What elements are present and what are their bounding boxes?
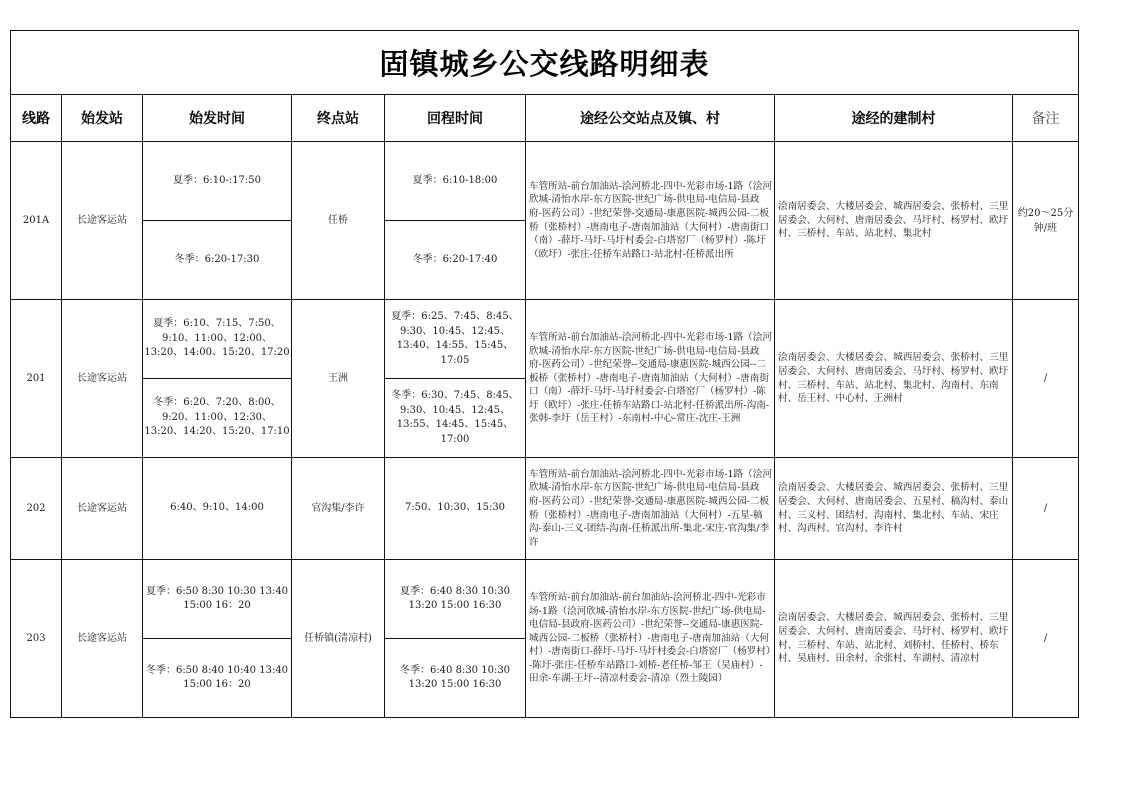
depart-summer: 夏季：6:10、7:15、7:50、9:10、11:00、12:00、13:20、14:00、15:20、17:20 [143,300,292,379]
line-number: 201A [11,142,62,300]
route-stops: 车管所站-前台加油站-浍河桥北-四中-光彩市场-1路（浍河欣城-清怡水岸-东方医院-世纪广场-供电局-电信局-县政府-医药公司）-世纪荣誉--交通局-康惠医院-城西公园--二板桥（张桥村）-唐南电子-唐南加油站（大何村）-唐南街口（南）-薛圩-马圩-马圩村委会-白塔窑厂（杨罗村）-陈圩（欧圩）-张庄-任桥车站路口-站北村-任桥派出所-沟南-张韩-李圩（岳王村）-东南村-中心-常庄-沈庄-王洲 [526,300,775,458]
route-stops: 车管所站-前台加油站-浍河桥北-四中-光彩市场-1路（浍河欣城-清怡水岸-东方医院-世纪广场-供电局-电信局-县政府-医药公司）-世纪荣誉-交通局-康惠医院-城西公园-二板桥（张桥村）-唐南电子-唐南加油站（大何村）-唐南街口（南）-薛圩-马圩-马圩村委会-白塔窑厂（杨罗村）-陈圩（欧圩）-张庄-任桥车站路口-站北村-任桥派出所 [526,142,775,300]
return-winter: 冬季：6:30、7:45、8:45、9:30、10:45、12:45、13:55、14:45、15:45、17:00 [385,379,526,458]
return-winter: 冬季：6:40 8:30 10:30 13:20 15:00 16:30 [385,639,526,718]
note: / [1013,300,1079,458]
return-summer: 夏季：6:10-18:00 [385,142,526,221]
header-route-stops: 途经公交站点及镇、村 [526,95,775,142]
table-row [11,300,1079,379]
terminal-station: 任桥镇(清凉村) [292,560,385,718]
route-stops: 车管所站-前台加油站-前台加油站-浍河桥北-四中-光彩市场-1路（浍河欣城-清怡水岸-东方医院-世纪广场-供电局-电信局-县政府-医药公司）-世纪荣誉--交通局-康惠医院-城西公园-二板桥（张桥村）-唐南电子-唐南加油站（大何村）-唐南街口-薛圩-马圩-马圩村委会-白塔窑厂（杨罗村）-陈圩-张庄-任桥车站路口-刘桥-老任桥-邹王（吴庙村）-田余-车湖-王圩--清凉村委会-清凉（烈士陵园） [526,560,775,718]
terminal-station: 王洲 [292,300,385,458]
header-return-time: 回程时间 [385,95,526,142]
villages: 浍南居委会、大楼居委会、城西居委会、张桥村、三里居委会、大何村、唐南居委会、马圩村、杨罗村、欧圩村、三桥村、车站、站北村、刘桥村、任桥村、桥东村、吴庙村、田余村、余张村、车湖村、清凉村 [775,560,1013,718]
villages: 浍南居委会、大楼居委会、城西居委会、张桥村、三里居委会、大何村、唐南居委会、马圩村、杨罗村、欧圩村、三桥村、车站、站北村、集北村 [775,142,1013,300]
header-line: 线路 [11,95,62,142]
header-note: 备注 [1013,95,1079,142]
bus-route-table [10,30,1079,718]
sheet-title: 固镇城乡公交线路明细表 [11,31,1079,95]
return-summer: 夏季：6:25、7:45、8:45、9:30、10:45、12:45、13:40、14:55、15:45、17:05 [385,300,526,379]
note: 约20～25分钟/班 [1013,142,1079,300]
note: / [1013,560,1079,718]
depart-winter: 冬季：6:20、7:20、8:00、9:20、11:00、12:30、13:20、14:20、15:20、17:10 [143,379,292,458]
line-number: 201 [11,300,62,458]
line-number: 203 [11,560,62,718]
origin-station: 长途客运站 [62,142,143,300]
header-row [11,95,1079,142]
villages: 浍南居委会、大楼居委会、城西居委会、张桥村、三里居委会、大何村、唐南居委会、五星村、稿沟村、泰山村、三义村、团结村、沟南村、集北村、车站、宋庄村、沟西村、官沟村、李许村 [775,458,1013,560]
header-villages: 途经的建制村 [775,95,1013,142]
return-times: 7:50、10:30、15:30 [385,458,526,560]
depart-summer: 夏季：6:50 8:30 10:30 13:40 15:00 16：20 [143,560,292,639]
header-origin: 始发站 [62,95,143,142]
header-terminal: 终点站 [292,95,385,142]
note: / [1013,458,1079,560]
origin-station: 长途客运站 [62,458,143,560]
depart-winter: 冬季：6:20-17:30 [143,221,292,300]
return-summer: 夏季：6:40 8:30 10:30 13:20 15:00 16:30 [385,560,526,639]
origin-station: 长途客运站 [62,300,143,458]
header-depart-time: 始发时间 [143,95,292,142]
route-stops: 车管所站-前台加油站-浍河桥北-四中-光彩市场-1路（浍河欣城-清怡水岸-东方医院-世纪广场-供电局-电信局-县政府-医药公司）-世纪荣誉-交通局-康惠医院-城西公园-二板桥（张桥村）-唐南电子-唐南加油站（大何村）-五星-稿沟-泰山-三义-团结-沟南-任桥派出所-集北-宋庄-官沟集/李许 [526,458,775,560]
origin-station: 长途客运站 [62,560,143,718]
depart-winter: 冬季：6:50 8:40 10:40 13:40 15:00 16：20 [143,639,292,718]
depart-times: 6:40、9:10、14:00 [143,458,292,560]
terminal-station: 任桥 [292,142,385,300]
terminal-station: 官沟集/李许 [292,458,385,560]
table-row [11,142,1079,221]
table-row [11,458,1079,560]
line-number: 202 [11,458,62,560]
table-row [11,560,1079,639]
villages: 浍南居委会、大楼居委会、城西居委会、张桥村、三里居委会、大何村、唐南居委会、马圩村、杨罗村、欧圩村、三桥村、车站、站北村、集北村、沟南村、东南村、岳王村、中心村、王洲村 [775,300,1013,458]
depart-summer: 夏季：6:10-:17:50 [143,142,292,221]
return-winter: 冬季：6:20-17:40 [385,221,526,300]
